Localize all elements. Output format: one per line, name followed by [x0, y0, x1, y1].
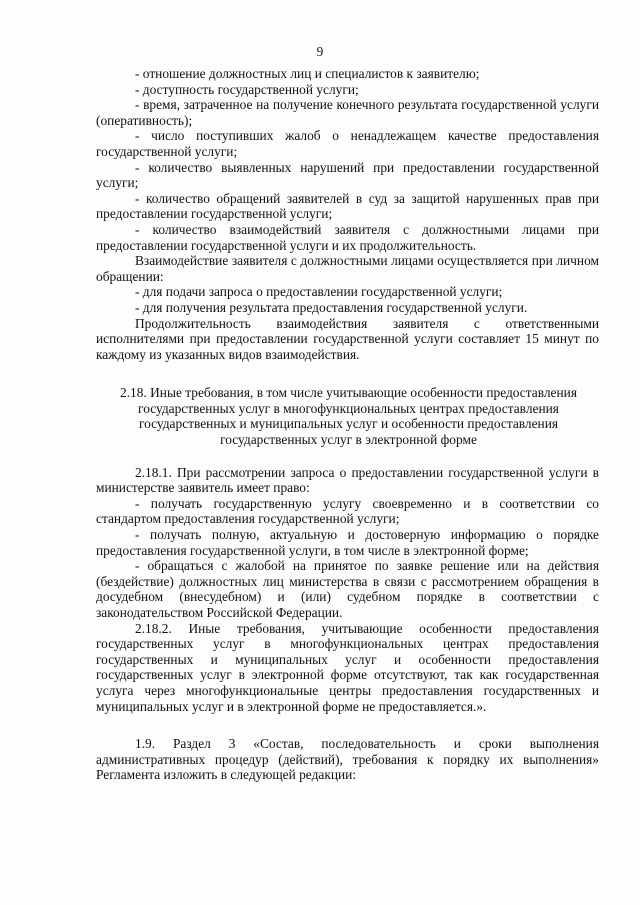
- rights-intro: 2.18.1. При рассмотрении запроса о предоставлении государственной услуги в министерстве заявитель имеет право:: [96, 464, 599, 496]
- criteria-item: - количество выявленных нарушений при предоставлении государственной услуги;: [96, 159, 599, 191]
- rights-item: - получать государственную услугу своевременно и в соответствии со стандартом предоставления государственной услуги;: [96, 495, 599, 527]
- interaction-item: - для подачи запроса о предоставлении государственной услуги;: [135, 284, 503, 300]
- section-heading: 2.18. Иные требования, в том числе учитывающие особенности предоставления государственных услуг в многофункциональных центрах предоставления государственных и муниципальных услуг и особенности предоставления государственных услуг в электронной форме: [120, 385, 577, 448]
- paragraph-2-18-2: 2.18.2. Иные требования, учитывающие особенности предоставления государственных услуг в многофункциональных центрах предоставления государственных и муниципальных услуг и особенности предоставления государственных услуг в электронной форме отсутствуют, так как государственная услуга через многофункциональные центры предоставления государственных и муниципальных услуг и в электронной форме не предоставляется.».: [96, 620, 599, 714]
- criteria-item: - время, затраченное на получение конечного результата государственной услуги (оперативность);: [96, 97, 599, 128]
- criteria-item: - количество взаимодействий заявителя с должностными лицами при предоставлении государственной услуги и их продолжительность.: [96, 221, 599, 253]
- criteria-item: - количество обращений заявителей в суд за защитой нарушенных прав при предоставлении государственной услуги;: [96, 190, 599, 222]
- document-body: [96, 66, 599, 783]
- rights-item: - обращаться с жалобой на принятое по заявке решение или на действия (бездействие) должностных лиц министерства в связи с рассмотрением обращения в досудебном (внесудебном) и (или) судебном порядке в соответствии с законодательством Российской Федерации.: [96, 558, 599, 620]
- criteria-item: - число поступивших жалоб о ненадлежащем качестве предоставления государственной услуги;: [96, 128, 599, 159]
- duration-paragraph: Продолжительность взаимодействия заявителя с ответственными исполнителями при предоставлении государственной услуги составляет 15 минут по каждому из указанных видов взаимодействия.: [96, 315, 599, 362]
- interaction-item: - для получения результата предоставления государственной услуги.: [135, 299, 528, 315]
- criteria-item: - доступность государственной услуги;: [135, 81, 359, 97]
- page-number: 9: [316, 44, 324, 59]
- interaction-intro: Взаимодействие заявителя с должностными лицами осуществляется при личном обращении:: [96, 253, 599, 284]
- rights-item: - получать полную, актуальную и достоверную информацию о порядке предоставления государственной услуги, в том числе в электронной форме;: [96, 527, 599, 558]
- criteria-item: - отношение должностных лиц и специалистов к заявителю;: [135, 66, 480, 81]
- paragraph-1-9: 1.9. Раздел 3 «Состав, последовательность и сроки выполнения административных процедур (действий), требования к порядку их выполнения» Регламента изложить в следующей редакции:: [96, 736, 599, 783]
